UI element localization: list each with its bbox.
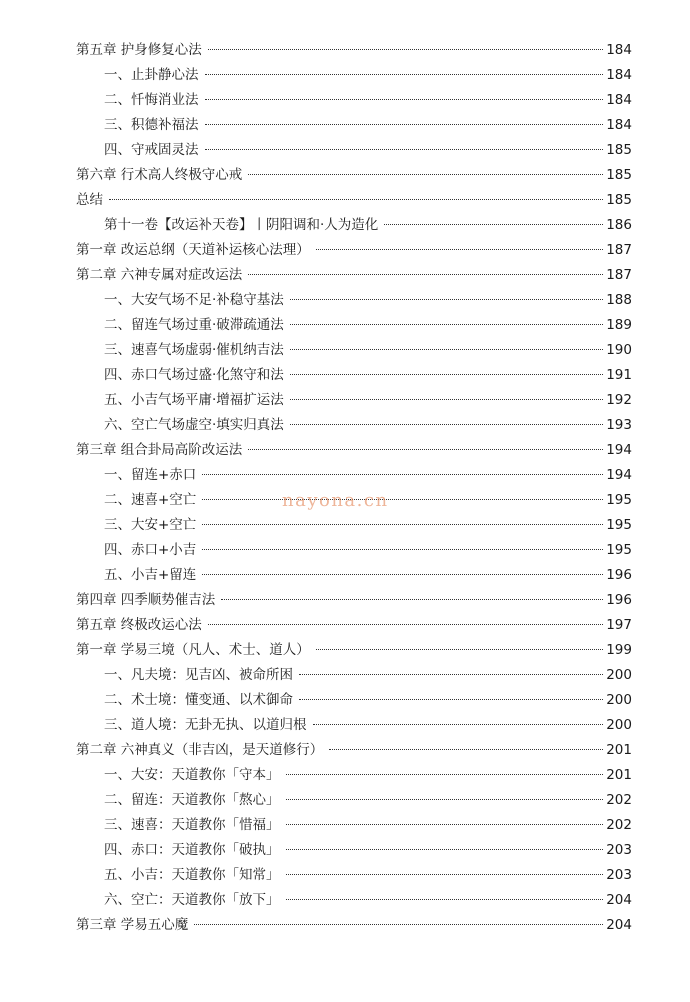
toc-page-number: 202 <box>606 817 632 833</box>
toc-entry-title: 第一章 学易三境（凡人、术士、道人） <box>76 642 310 658</box>
toc-section-entry[interactable] <box>76 113 632 138</box>
toc-section-entry[interactable] <box>76 288 632 313</box>
toc-entry-title: 一、留连+赤口 <box>104 467 197 483</box>
toc-page-number: 203 <box>606 842 632 858</box>
toc-dot-leader <box>290 374 603 375</box>
toc-page-number: 194 <box>606 442 632 458</box>
toc-page-number: 184 <box>606 117 632 133</box>
toc-page-number: 204 <box>606 917 632 933</box>
toc-entry-title: 三、道人境：无卦无执、以道归根 <box>104 717 307 733</box>
toc-entry-title: 四、赤口：天道教你「破执」 <box>104 842 280 858</box>
toc-page-number: 191 <box>606 367 632 383</box>
toc-entry-title: 三、积德补福法 <box>104 117 199 133</box>
toc-section-entry[interactable] <box>76 463 632 488</box>
toc-dot-leader <box>205 124 604 125</box>
toc-section-entry[interactable] <box>76 713 632 738</box>
toc-page-number: 202 <box>606 792 632 808</box>
toc-section-entry[interactable] <box>76 513 632 538</box>
toc-page-number: 196 <box>606 592 632 608</box>
toc-entry-title: 一、凡夫境：见吉凶、被命所困 <box>104 667 293 683</box>
toc-dot-leader <box>290 424 603 425</box>
toc-dot-leader <box>109 199 603 200</box>
toc-page-number: 186 <box>606 217 632 233</box>
toc-dot-leader <box>286 899 604 900</box>
toc-entry-title: 第十一卷【改运补天卷】丨阴阳调和·人为造化 <box>104 217 379 233</box>
toc-page-number: 201 <box>606 742 632 758</box>
toc-page-number: 194 <box>606 467 632 483</box>
toc-entry-title: 第一章 改运总纲（天道补运核心法理） <box>76 242 310 258</box>
toc-page-number: 187 <box>606 267 632 283</box>
toc-dot-leader <box>205 99 604 100</box>
toc-dot-leader <box>290 299 603 300</box>
toc-entry-title: 三、大安+空亡 <box>104 517 197 533</box>
toc-entry-title: 一、止卦静心法 <box>104 67 199 83</box>
toc-entry-title: 一、大安气场不足·补稳守基法 <box>104 292 284 308</box>
toc-section-entry[interactable] <box>76 138 632 163</box>
toc-section-entry[interactable] <box>76 888 632 913</box>
toc-entry-title: 第三章 学易五心魔 <box>76 917 189 933</box>
toc-entry-title: 二、速喜+空亡 <box>104 492 197 508</box>
toc-entry-title: 五、小吉：天道教你「知常」 <box>104 867 280 883</box>
toc-section-entry[interactable] <box>76 63 632 88</box>
toc-page-number: 200 <box>606 692 632 708</box>
toc-entry-title: 二、忏悔消业法 <box>104 92 199 108</box>
toc-page-number: 201 <box>606 767 632 783</box>
toc-section-entry[interactable] <box>76 413 632 438</box>
toc-page-number: 184 <box>606 42 632 58</box>
toc-section-entry[interactable] <box>76 663 632 688</box>
toc-dot-leader <box>290 324 603 325</box>
toc-dot-leader <box>205 149 604 150</box>
toc-dot-leader <box>286 849 604 850</box>
toc-dot-leader <box>290 349 603 350</box>
toc-page-number: 185 <box>606 142 632 158</box>
toc-page-number: 184 <box>606 92 632 108</box>
toc-dot-leader <box>286 774 604 775</box>
toc-page-number: 188 <box>606 292 632 308</box>
toc-entry-title: 第五章 护身修复心法 <box>76 42 202 58</box>
toc-page-number: 199 <box>606 642 632 658</box>
toc-entry-title: 总结 <box>76 192 103 208</box>
toc-entry-title: 四、赤口+小吉 <box>104 542 197 558</box>
toc-entry-title: 五、小吉气场平庸·增福扩运法 <box>104 392 284 408</box>
toc-dot-leader <box>248 174 603 175</box>
toc-section-entry[interactable] <box>76 313 632 338</box>
toc-volume-entry[interactable] <box>76 213 632 238</box>
toc-chapter-entry[interactable] <box>76 913 632 938</box>
toc-chapter-entry[interactable] <box>76 588 632 613</box>
toc-chapter-entry[interactable] <box>76 738 632 763</box>
toc-dot-leader <box>208 624 603 625</box>
toc-page-number: 195 <box>606 517 632 533</box>
toc-page-number: 187 <box>606 242 632 258</box>
toc-dot-leader <box>286 799 604 800</box>
toc-section-entry[interactable] <box>76 538 632 563</box>
toc-dot-leader <box>248 449 603 450</box>
toc-page-number: 185 <box>606 167 632 183</box>
toc-chapter-entry[interactable] <box>76 163 632 188</box>
toc-section-entry[interactable] <box>76 763 632 788</box>
toc-dot-leader <box>286 824 604 825</box>
toc-section-entry[interactable] <box>76 688 632 713</box>
toc-dot-leader <box>202 549 603 550</box>
toc-entry-title: 第二章 六神专属对症改运法 <box>76 267 243 283</box>
toc-entry-title: 第三章 组合卦局高阶改运法 <box>76 442 243 458</box>
toc-chapter-entry[interactable] <box>76 438 632 463</box>
toc-section-entry[interactable] <box>76 863 632 888</box>
toc-page-number: 196 <box>606 567 632 583</box>
toc-entry-title: 第六章 行术高人终极守心戒 <box>76 167 243 183</box>
toc-entry-title: 一、大安：天道教你「守本」 <box>104 767 280 783</box>
toc-chapter-entry[interactable] <box>76 263 632 288</box>
toc-dot-leader <box>290 399 603 400</box>
toc-dot-leader <box>299 699 603 700</box>
toc-page-number: 189 <box>606 317 632 333</box>
toc-page-number: 195 <box>606 542 632 558</box>
toc-entry-title: 第二章 六神真义（非吉凶，是天道修行） <box>76 742 324 758</box>
toc-dot-leader <box>384 224 603 225</box>
toc-dot-leader <box>221 599 603 600</box>
toc-dot-leader <box>313 724 604 725</box>
toc-page-number: 184 <box>606 67 632 83</box>
toc-section-entry[interactable] <box>76 363 632 388</box>
toc-dot-leader <box>202 524 603 525</box>
toc-page-number: 203 <box>606 867 632 883</box>
toc-page-number: 192 <box>606 392 632 408</box>
toc-chapter-entry[interactable] <box>76 238 632 263</box>
toc-dot-leader <box>202 474 603 475</box>
toc-dot-leader <box>286 874 604 875</box>
toc-dot-leader <box>299 674 603 675</box>
toc-dot-leader <box>316 249 603 250</box>
toc-chapter-entry[interactable] <box>76 613 632 638</box>
toc-dot-leader <box>205 74 604 75</box>
toc-section-entry[interactable] <box>76 338 632 363</box>
toc-section-entry[interactable] <box>76 563 632 588</box>
toc-page-number: 204 <box>606 892 632 908</box>
toc-page-number: 190 <box>606 342 632 358</box>
toc-entry-title: 六、空亡：天道教你「放下」 <box>104 892 280 908</box>
toc-chapter-entry[interactable] <box>76 638 632 663</box>
toc-dot-leader <box>194 924 603 925</box>
watermark: nayona.cn <box>282 490 389 511</box>
toc-section-entry[interactable] <box>76 788 632 813</box>
toc-entry-title: 二、留连：天道教你「熬心」 <box>104 792 280 808</box>
toc-dot-leader <box>316 649 603 650</box>
table-of-contents <box>76 38 632 938</box>
toc-section-entry[interactable] <box>76 388 632 413</box>
toc-section-entry[interactable] <box>76 838 632 863</box>
toc-entry-title: 第五章 终极改运心法 <box>76 617 202 633</box>
toc-page-number: 200 <box>606 717 632 733</box>
toc-entry-title: 二、留连气场过重·破滞疏通法 <box>104 317 284 333</box>
toc-chapter-entry[interactable] <box>76 188 632 213</box>
toc-dot-leader <box>202 574 603 575</box>
toc-page-number: 200 <box>606 667 632 683</box>
toc-entry-title: 三、速喜气场虚弱·催机纳吉法 <box>104 342 284 358</box>
toc-page-number: 197 <box>606 617 632 633</box>
toc-chapter-entry[interactable] <box>76 38 632 63</box>
toc-page-number: 195 <box>606 492 632 508</box>
toc-section-entry[interactable] <box>76 813 632 838</box>
toc-entry-title: 三、速喜：天道教你「惜福」 <box>104 817 280 833</box>
toc-section-entry[interactable] <box>76 88 632 113</box>
toc-dot-leader <box>329 749 603 750</box>
toc-entry-title: 四、赤口气场过盛·化煞守和法 <box>104 367 284 383</box>
toc-dot-leader <box>202 499 603 500</box>
toc-dot-leader <box>208 49 603 50</box>
toc-entry-title: 第四章 四季顺势催吉法 <box>76 592 216 608</box>
toc-entry-title: 六、空亡气场虚空·填实归真法 <box>104 417 284 433</box>
toc-entry-title: 四、守戒固灵法 <box>104 142 199 158</box>
toc-page-number: 193 <box>606 417 632 433</box>
toc-entry-title: 二、术士境：懂变通、以术御命 <box>104 692 293 708</box>
toc-page-number: 185 <box>606 192 632 208</box>
toc-dot-leader <box>248 274 603 275</box>
toc-entry-title: 五、小吉+留连 <box>104 567 197 583</box>
